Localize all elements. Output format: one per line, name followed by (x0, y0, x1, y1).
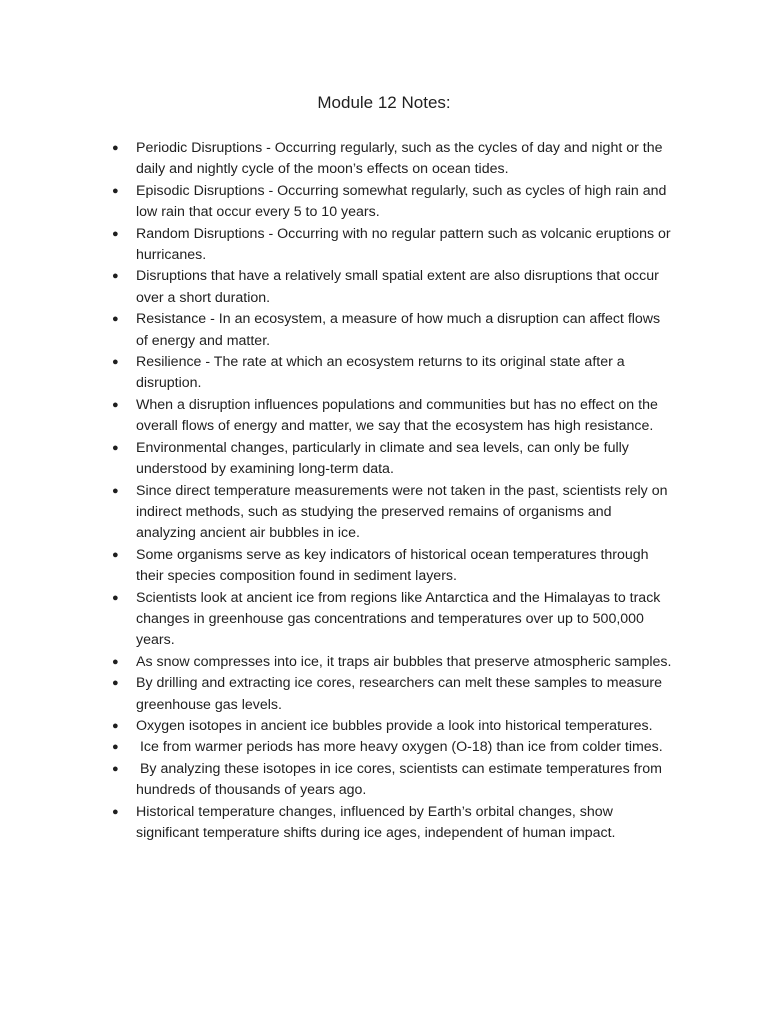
bullet-icon: ● (112, 591, 119, 604)
bullet-icon: ● (112, 741, 119, 754)
list-item (112, 737, 674, 758)
list-item-text: Random Disruptions - Occurring with no regular pattern such as volcanic eruptions or hurricanes. (136, 225, 675, 264)
list-item (112, 438, 674, 481)
list-item (112, 802, 674, 845)
list-item (112, 395, 674, 438)
list-item-text: As snow compresses into ice, it traps air bubbles that preserve atmospheric samples. (136, 653, 672, 670)
list-item (112, 673, 674, 716)
list-item (112, 716, 674, 737)
list-item-text: Oxygen isotopes in ancient ice bubbles provide a look into historical temperatures. (136, 717, 653, 734)
list-item-text: Episodic Disruptions - Occurring somewhat regularly, such as cycles of high rain and low rain that occur every 5 to 10 years. (136, 182, 671, 221)
notes-list (0, 138, 674, 844)
list-item (112, 545, 674, 588)
list-item (112, 652, 674, 673)
list-item (112, 481, 674, 545)
list-item-text: Some organisms serve as key indicators of historical ocean temperatures through their species composition found in sediment layers. (136, 546, 653, 585)
list-item-text: Since direct temperature measurements were not taken in the past, scientists rely on indirect methods, such as studying the preserved remains of organisms and analyzing ancient air bubbles in ice. (136, 482, 672, 542)
list-item (112, 352, 674, 395)
list-item-text: Periodic Disruptions - Occurring regularly, such as the cycles of day and night or the daily and nightly cycle of the moon’s effects on ocean tides. (136, 140, 667, 178)
list-item-text: When a disruption influences populations and communities but has no effect on the overall flows of energy and matter, we say that the ecosystem has high resistance. (136, 396, 662, 435)
list-item-text: Environmental changes, particularly in climate and sea levels, can only be fully understood by examining long-term data. (136, 439, 633, 478)
bullet-icon: ● (112, 677, 119, 690)
list-item-text: Scientists look at ancient ice from regions like Antarctica and the Himalayas to track changes in greenhouse gas concentrations and temperatures over up to 500,000 years. (136, 589, 665, 649)
list-item-text: Resistance - In an ecosystem, a measure of how much a disruption can affect flows of energy and matter. (136, 311, 665, 349)
bullet-icon: ● (112, 805, 119, 818)
list-item (112, 138, 674, 181)
bullet-icon: ● (112, 356, 119, 369)
list-item (112, 224, 675, 267)
list-item (112, 266, 674, 309)
bullet-icon: ● (112, 548, 119, 561)
bullet-icon: ● (112, 398, 119, 411)
list-item-text: By drilling and extracting ice cores, researchers can melt these samples to measure greenhouse gas levels. (136, 675, 666, 713)
list-item (112, 309, 674, 352)
list-item-text: Historical temperature changes, influenced by Earth’s orbital changes, show significant temperature shifts during ice ages, independent of human impact. (136, 803, 617, 841)
list-item-text: Disruptions that have a relatively small spatial extent are also disruptions that occur over a short duration. (136, 268, 663, 306)
bullet-icon: ● (112, 719, 119, 732)
bullet-icon: ● (112, 184, 119, 197)
bullet-icon: ● (112, 441, 119, 454)
bullet-icon: ● (112, 270, 119, 283)
bullet-icon: ● (112, 313, 119, 326)
page-title: Module 12 Notes: (317, 93, 451, 112)
list-item (112, 759, 674, 802)
bullet-icon: ● (112, 227, 119, 240)
list-item-text: Resilience - The rate at which an ecosystem returns to its original state after a disruption. (136, 354, 629, 392)
list-item (112, 588, 674, 652)
bullet-icon: ● (112, 762, 119, 775)
bullet-icon: ● (112, 655, 119, 668)
bullet-icon: ● (112, 142, 119, 154)
bullet-icon: ● (112, 484, 119, 497)
list-item-text: By analyzing these isotopes in ice cores, scientists can estimate temperatures from hundreds of thousands of years ago. (136, 760, 666, 799)
list-item-text: Ice from warmer periods has more heavy oxygen (O-18) than ice from colder times. (136, 739, 663, 756)
list-item (112, 181, 674, 224)
